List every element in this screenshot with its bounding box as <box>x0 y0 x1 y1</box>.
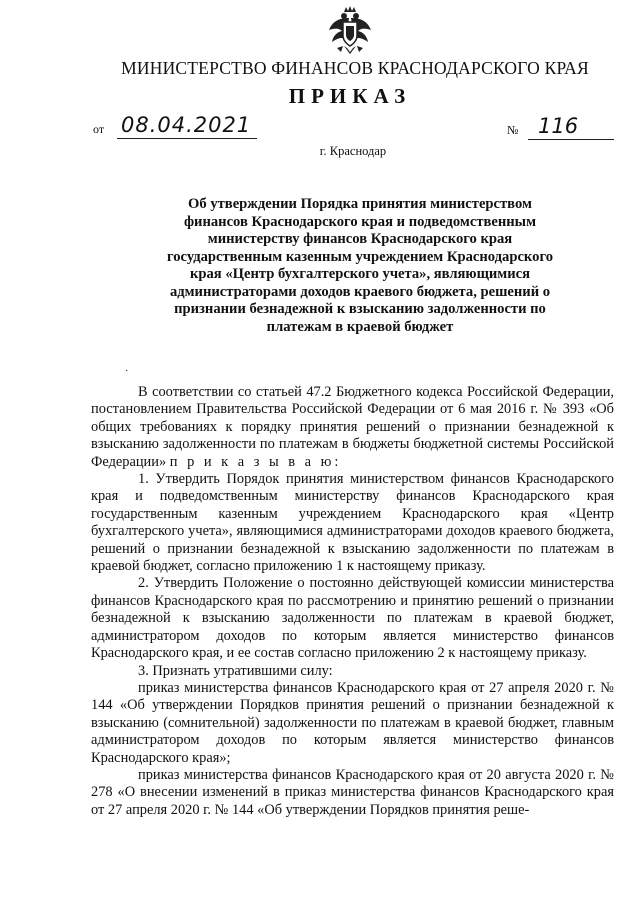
item-3-paragraph: 3. Признать утратившими силу: <box>138 662 333 679</box>
item-2-paragraph: 2. Утвердить Положение о постоянно действующей комиссии министерства финансов Краснодарского края по рассмотрению и принятию решений о признании безнадежной к взысканию задолженности по платежам в краевой бюджет, администратором доходов по которым является министерство финансов Краснодарского края, и ее состав согласно приложению 2 к настоящему приказу. <box>91 575 614 662</box>
handwritten-date: 08.04.2021 <box>117 112 257 139</box>
date-prefix: от <box>93 122 105 136</box>
prikazyvayu-word: п р и к а з ы в а ю: <box>169 453 342 470</box>
order-body <box>91 384 614 819</box>
item-3b-paragraph: приказ министерства финансов Краснодарского края от 20 августа 2020 г. № 278 «О внесении изменений в приказ министерства финансов Краснодарского края от 27 апреля 2020 г. № 144 «Об утверждении Порядков принятия реше- <box>91 766 614 818</box>
preamble-paragraph <box>91 384 614 471</box>
preamble-text: В соответствии со статьей 47.2 Бюджетного кодекса Российской Федерации, постановлением Правительства Российской Федерации от 6 мая 2016 г. № 393 «Об общих требованиях к порядку принятия решений о признании безнадежной к взысканию задолженности по платежам в бюджеты бюджетной системы Российской Федерации» <box>91 384 614 470</box>
stray-dot-mark: · <box>125 366 129 377</box>
number-label: № <box>507 123 519 137</box>
krasnodar-coat-of-arms-icon <box>327 6 373 56</box>
document-type-title: ПРИКАЗ <box>288 84 412 108</box>
order-subject: Об утверждении Порядка принятия министерством финансов Краснодарского края и подведомственным министерству финансов Краснодарского края государственным казенным учреждением Краснодарского края «Центр бухгалтерского учета», являющимися администраторами доходов краевого бюджета, решений о признании безнадежной к взысканию задолженности по платежам в краевой бюджет <box>167 196 553 335</box>
item-1-paragraph: 1. Утвердить Порядок принятия министерством финансов Краснодарского края и подведомственным министерству финансов Краснодарского края государственным казенным учреждением Краснодарского края «Центр бухгалтерского учета», являющимися администраторами доходов краевого бюджета, решений о признании безнадежной к взысканию задолженности по платежам в краевой бюджет, согласно приложению 1 к настоящему приказу. <box>91 471 614 575</box>
city-line: г. Краснодар <box>319 144 387 158</box>
item-3a-paragraph: приказ министерства финансов Краснодарского края от 27 апреля 2020 г. № 144 «Об утверждении Порядков принятия решений о признании безнадежной к взысканию (сомнительной) задолженности по платежам в краевой бюджет, главным администратором доходов по которым является министерство финансов Краснодарского края»; <box>91 679 614 766</box>
ministry-title: МИНИСТЕРСТВО ФИНАНСОВ КРАСНОДАРСКОГО КРАЯ <box>121 58 589 78</box>
handwritten-number: 116 <box>528 113 614 140</box>
